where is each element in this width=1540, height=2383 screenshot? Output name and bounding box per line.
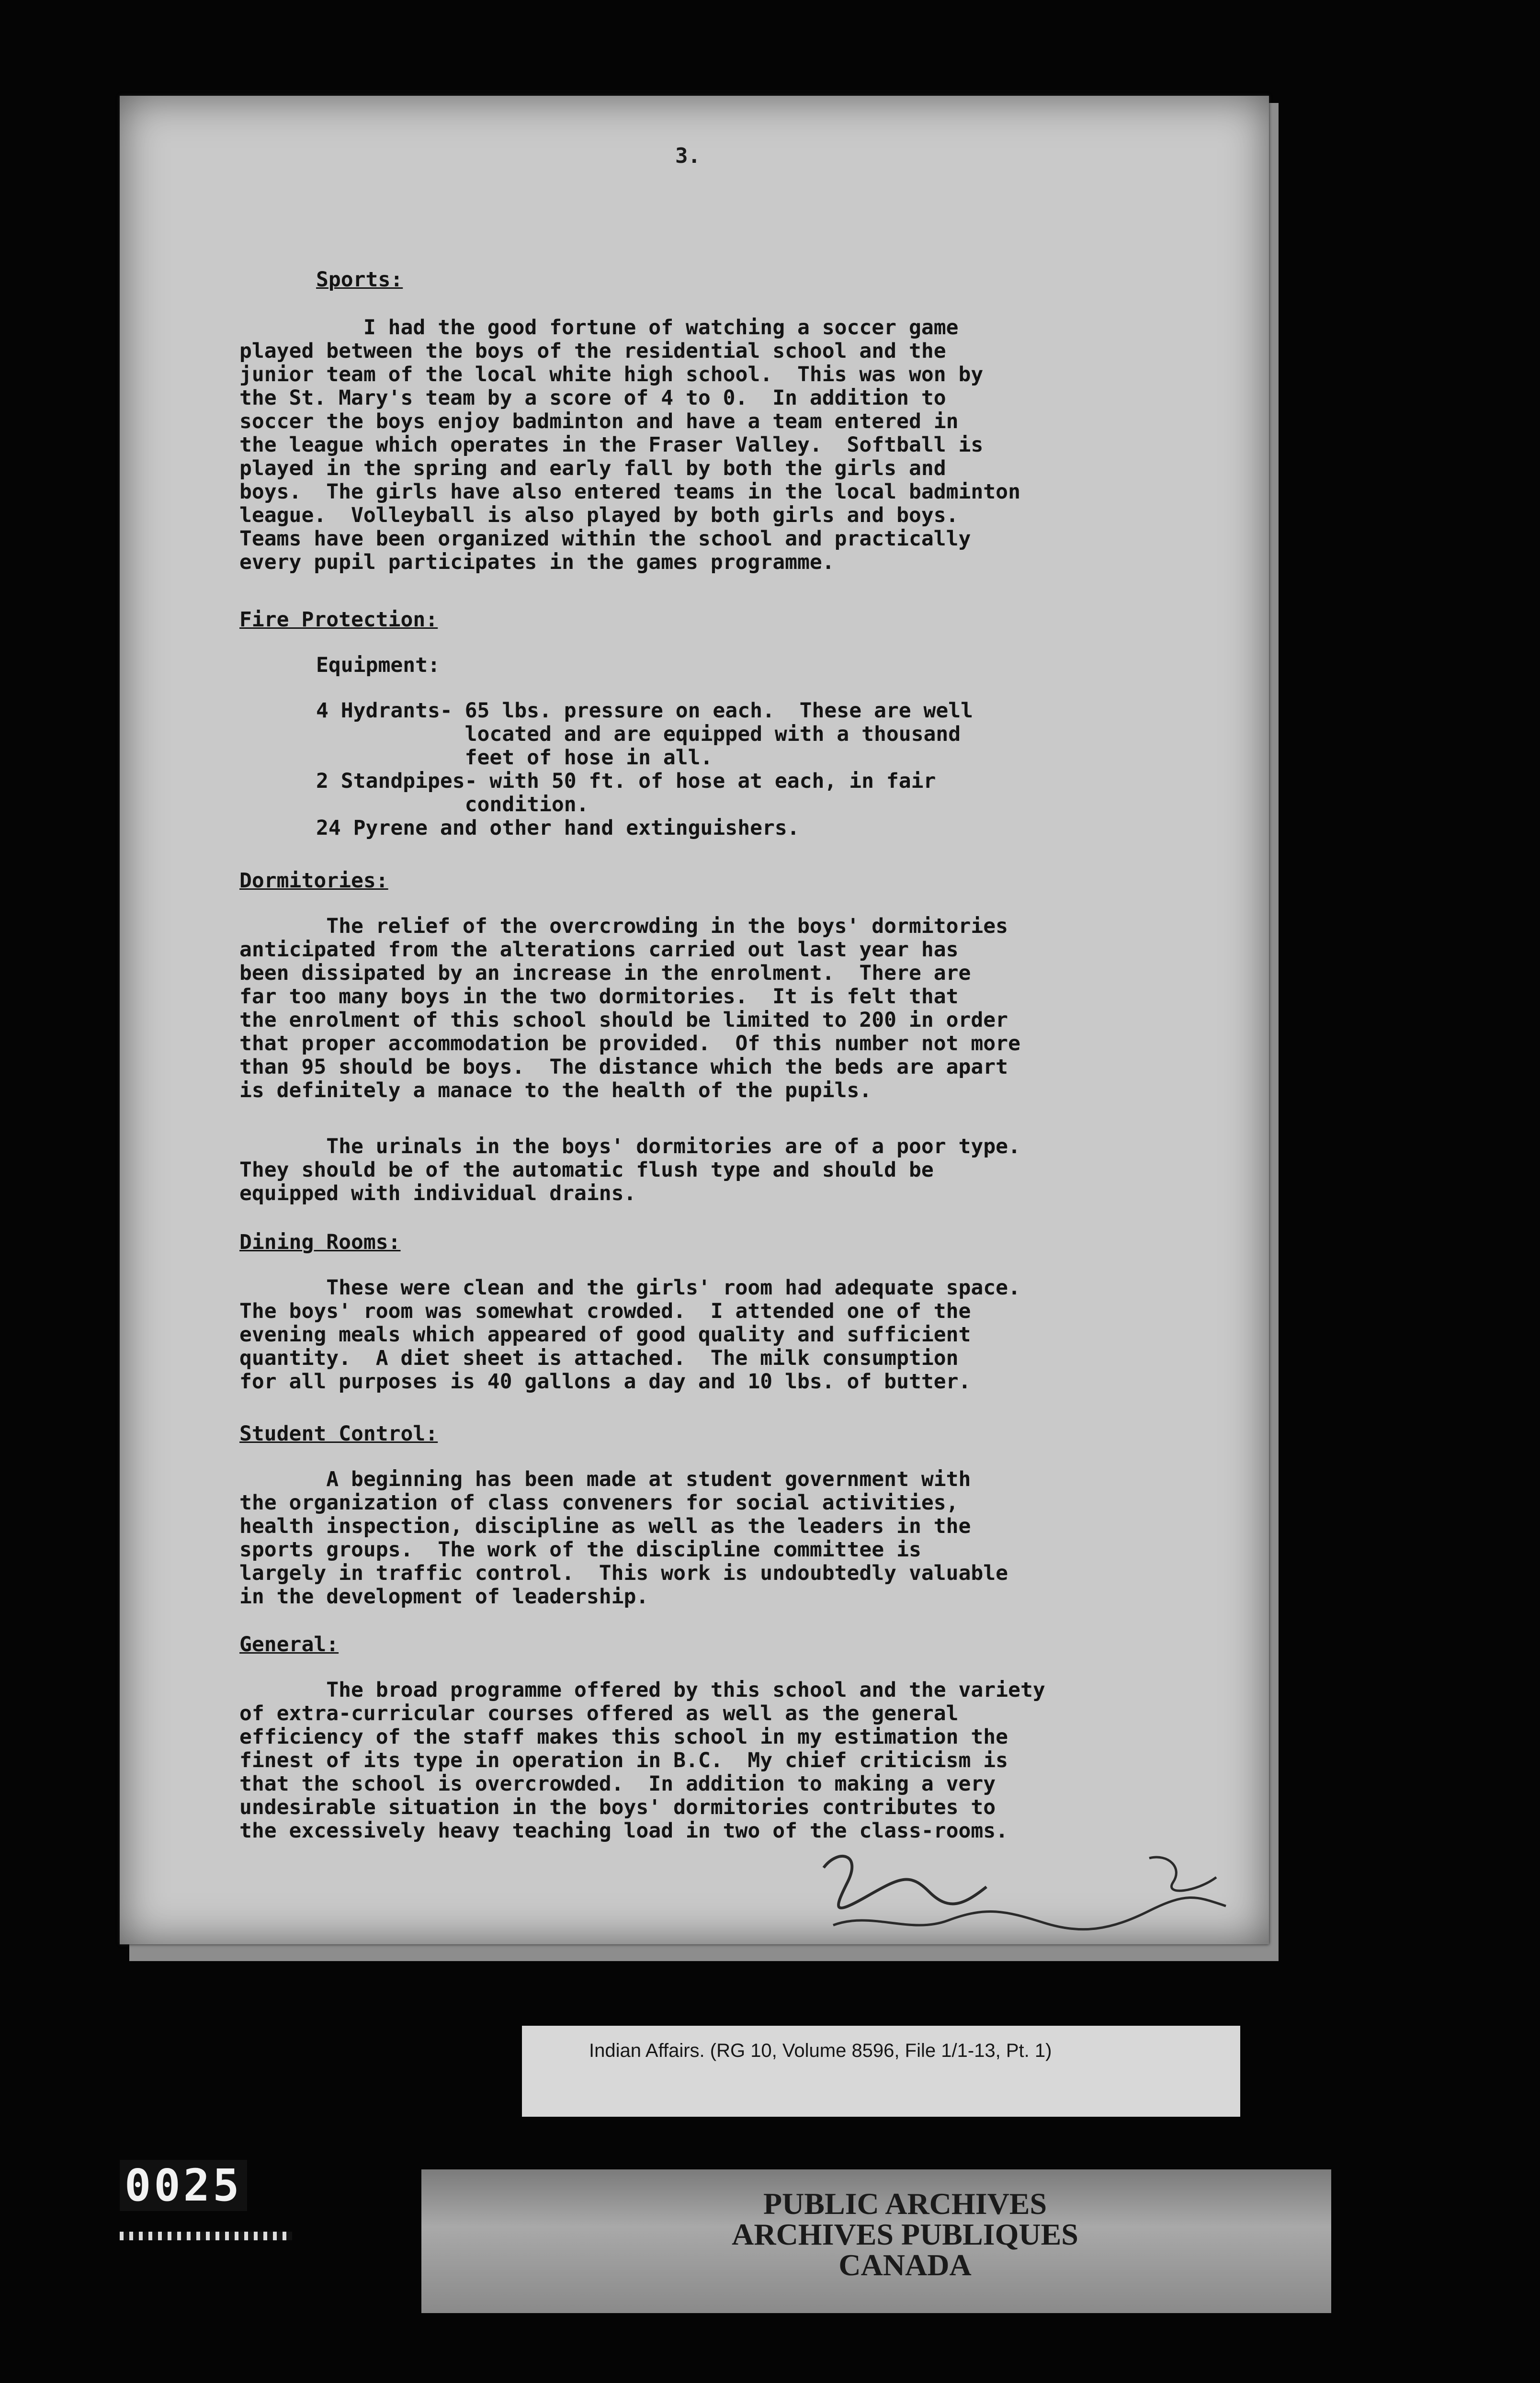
paragraph-dormitories-1: The relief of the overcrowding in the boys' dormitories anticipated from the alterations carried out last year has been dissipated by an increase in the enrolment. There are far too many boys in the two dormitories. It is felt that the enrolment of this school should be limited to 200 in order that proper accommodation be provided. Of this number not more than 95 should be boys. The distance which the beds are apart is definitely a manace to the health of the pupils. <box>239 914 1020 1102</box>
heading-general: General: <box>239 1633 339 1657</box>
heading-student-control: Student Control: <box>239 1422 438 1446</box>
handwritten-signature <box>804 1839 1235 1949</box>
paragraph-sports: I had the good fortune of watching a soccer game played between the boys of the residential school and the junior team of the local white high school. This was won by the St. Mary's team by a score of 4 to 0. In addition to soccer the boys enjoy badminton and have a team entered in the league which operates in the Fraser Valley. Softball is played in the spring and early fall by both the girls and boys. The girls have also entered teams in the local badminton league. Volleyball is also played by both girls and boys. Teams have been organized within the school and practically every pupil participates in the games programme. <box>239 316 1020 574</box>
archives-stamp <box>642 2189 1168 2281</box>
paragraph-dining-rooms: These were clean and the girls' room had adequate space. The boys' room was somewhat crowded. I attended one of the evening meals which appeared of good quality and sufficient quantity. A diet sheet is attached. The milk consumption for all purposes is 40 gallons a day and 10 lbs. of butter. <box>239 1276 1020 1394</box>
stamp-line-2: ARCHIVES PUBLIQUES <box>732 2217 1078 2251</box>
list-equipment: 4 Hydrants- 65 lbs. pressure on each. These are well located and are equipped with a thousand feet of hose in all. 2 Standpipes- with 50 ft. of hose at each, in fair condition. 24 Pyrene and other hand extinguishers. <box>316 699 974 840</box>
paragraph-student-control: A beginning has been made at student government with the organization of class conveners for social activities, health inspection, discipline as well as the leaders in the sports groups. The work of the discipline committee is largely in traffic control. This work is undoubtedly valuable in the development of leadership. <box>239 1467 1008 1609</box>
archive-reference-card <box>522 2026 1240 2117</box>
heading-fire-protection: Fire Protection: <box>239 608 438 632</box>
page-number: 3. <box>675 144 701 168</box>
stamp-line-1: PUBLIC ARCHIVES <box>763 2187 1047 2221</box>
subheading-equipment: Equipment: <box>316 653 440 677</box>
archive-reference-text: Indian Affairs. (RG 10, Volume 8596, File 1/1-13, Pt. 1) <box>589 2040 1052 2061</box>
microfilm-frame-number: 0025 <box>120 2160 247 2211</box>
heading-sports: Sports: <box>316 268 403 292</box>
stamp-line-3: CANADA <box>838 2248 972 2282</box>
film-edge-ticks <box>120 2232 292 2240</box>
paragraph-general: The broad programme offered by this school and the variety of extra-curricular courses offered as well as the general efficiency of the staff makes this school in my estimation the finest of its type in operation in B.C. My chief criticism is that the school is overcrowded. In addition to making a very undesirable situation in the boys' dormitories contributes to the excessively heavy teaching load in two of the class-rooms. <box>239 1678 1045 1843</box>
paragraph-dormitories-2: The urinals in the boys' dormitories are of a poor type. They should be of the automatic flush type and should be equipped with individual drains. <box>239 1135 1020 1205</box>
heading-dining-rooms: Dining Rooms: <box>239 1230 401 1254</box>
heading-dormitories: Dormitories: <box>239 869 388 893</box>
